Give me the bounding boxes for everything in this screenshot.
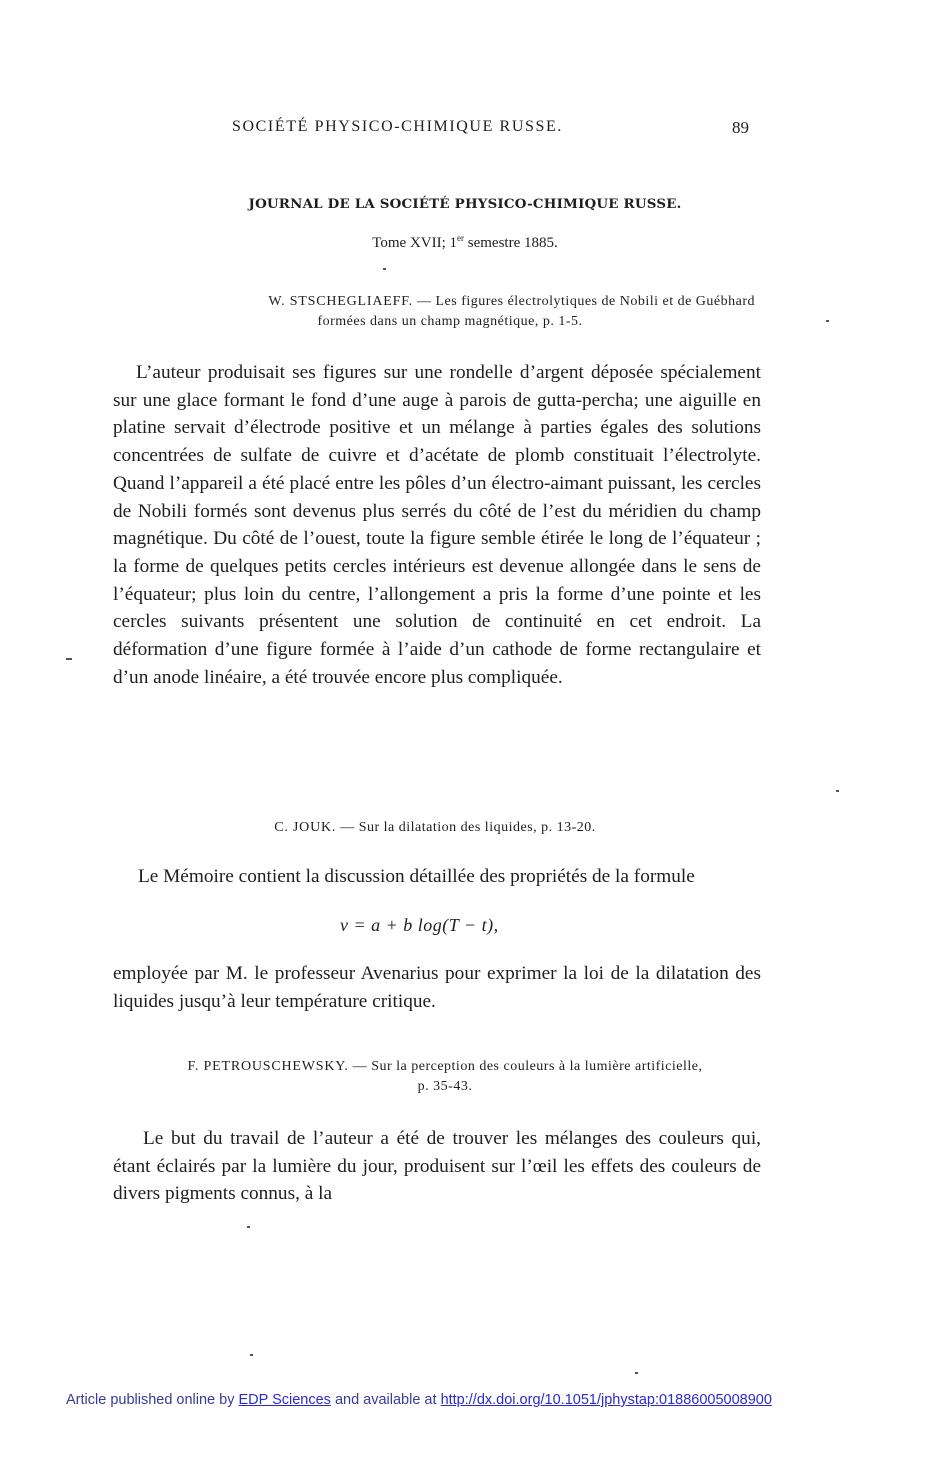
footer-prefix: Article published online by [66,1392,239,1408]
article-author: W. STSCHEGLIAEFF. [268,294,413,309]
formula: v = a + b log(T − t), [340,915,499,935]
article-heading [100,818,770,838]
scan-speck [247,1226,250,1228]
article-heading [110,1057,780,1097]
scan-speck [826,320,829,322]
scan-speck [836,790,839,792]
volume-superscript: er [457,233,465,243]
article-author: F. PETROUSCHEWSKY. [187,1059,349,1074]
scan-speck [66,658,72,660]
doi-link[interactable]: http://dx.doi.org/10.1051/jphystap:01886005008900 [440,1392,772,1408]
volume-text: Tome XVII; 1 [372,235,458,251]
publication-footer [66,1392,772,1408]
article-heading-line [100,818,770,838]
scan-speck [383,268,386,270]
body-paragraph: Le but du travail de l’auteur a été de trouver les mélanges des couleurs qui, étant éclairés par la lumière du jour, produisent sur l’œil les effets des couleurs de divers pigments connus, à la [113,1128,761,1205]
article-heading-line [110,1057,780,1077]
article-title-cont: p. 35-43. [417,1079,473,1094]
article-title: — Les figures électrolytiques de Nobili et de Guébhard [412,294,755,309]
running-header: SOCIÉTÉ PHYSICO-CHIMIQUE RUSSE. [232,118,563,135]
body-paragraph: employée par M. le professeur Avenarius pour exprimer la loi de la dilatation des liquides jusqu’à leur température critique. [113,963,761,1012]
scan-speck [635,1372,638,1374]
page-number: 89 [732,118,749,137]
article-author: C. JOUK. [274,820,337,835]
scan-speck [250,1354,253,1356]
journal-title: JOURNAL DE LA SOCIÉTÉ PHYSICO-CHIMIQUE RUSSE. [248,196,682,212]
body-paragraph: L’auteur produisait ses figures sur une rondelle d’argent déposée spécialement sur une glace formant le fond d’une auge à parois de gutta-percha; une aiguille en platine servait d’électrode positive et un mélange à parties égales des solutions concentrées de sulfate de cuivre et d’acétate de plomb constituait l’électrolyte. Quand l’appareil a été placé entre les pôles d’un électro-aimant puissant, les cercles de Nobili formés sont devenus plus serrés du côté de l’est du méridien du champ magnétique. Du côté de l’ouest, toute la figure semble étirée le long de l’équateur ; la forme de quelques petits cercles intérieurs est devenue allongée dans le sens de l’équateur; plus loin du centre, l’allongement a pris la forme d’une pointe et les cercles suivants présentent une solution de continuité en cet endroit. La déformation d’une figure formée à l’aide d’un cathode de forme rectangulaire et d’un anode linéaire, a été trouvée encore plus compliquée. [113,362,761,688]
article-heading-line [105,292,755,312]
body-paragraph: Le Mémoire contient la discussion détaillée des propriétés de la formule [138,866,695,887]
edp-sciences-link[interactable]: EDP Sciences [238,1392,331,1408]
volume-text-end: semestre 1885. [464,235,558,251]
article-title: — Sur la dilatation des liquides, p. 13-20. [336,820,596,835]
article-heading [105,292,755,332]
journal-title-row [0,195,930,213]
footer-middle: and available at [330,1392,441,1408]
article-title-cont: formées dans un champ magnétique, p. 1-5. [317,314,583,329]
article-title: — Sur la perception des couleurs à la lumière artificielle, [348,1059,703,1074]
volume-line [0,233,930,252]
